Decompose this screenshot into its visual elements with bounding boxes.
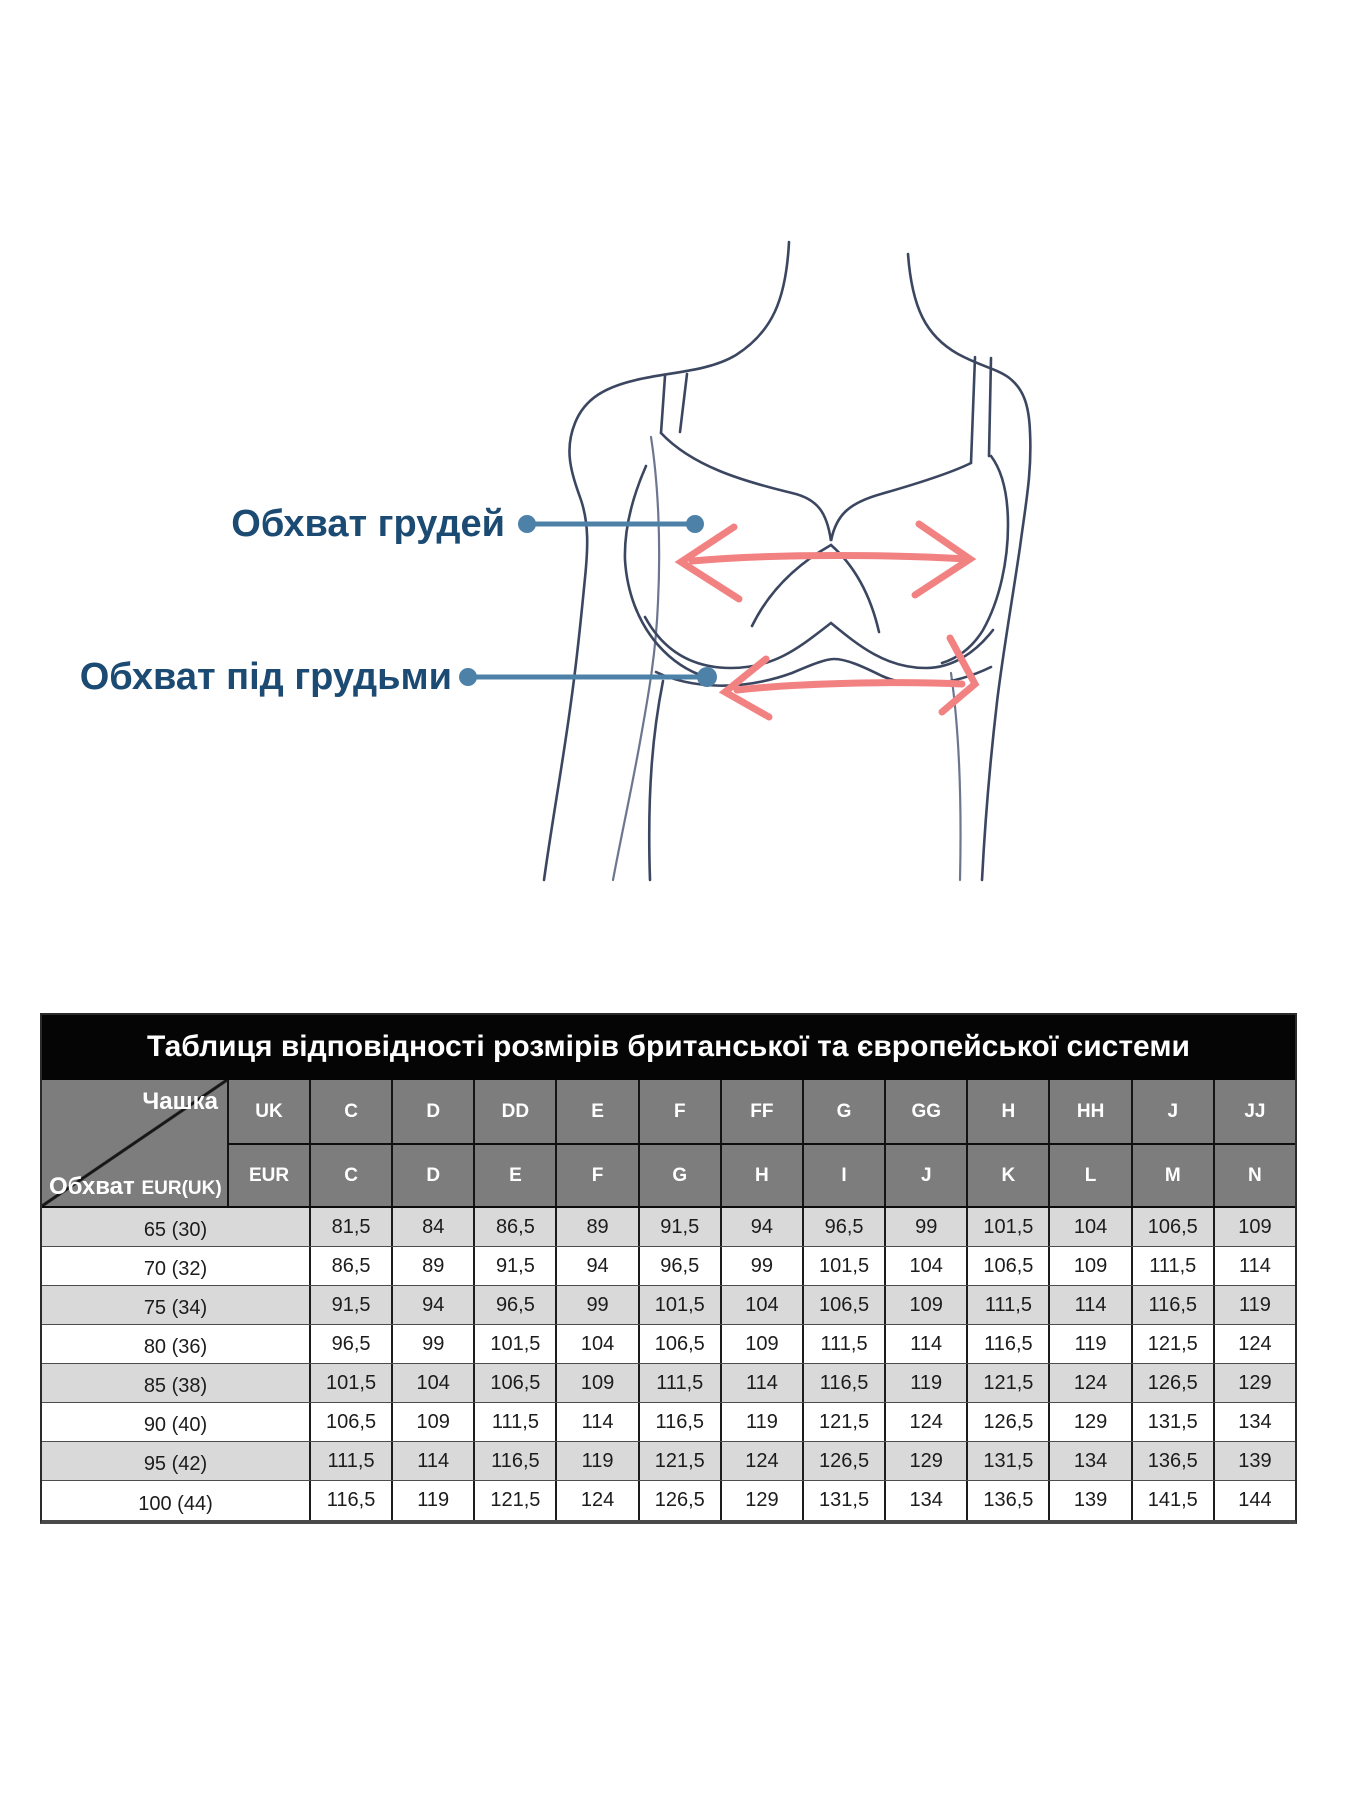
- size-value-cell: 121,5: [473, 1481, 555, 1520]
- table-row: [42, 1364, 1295, 1403]
- left-strap-line-inner: [680, 374, 687, 432]
- right-strap-line-outer: [971, 357, 975, 463]
- size-value-cell: 119: [1213, 1286, 1295, 1324]
- size-value-cell: 111,5: [1131, 1247, 1213, 1285]
- size-value-cell: 116,5: [638, 1403, 720, 1441]
- bust-label: Обхват грудей: [231, 503, 505, 545]
- size-value-cell: 136,5: [966, 1481, 1048, 1520]
- left-strap-line-outer: [661, 376, 665, 433]
- size-value-cell: 109: [555, 1364, 637, 1402]
- size-value-cell: 81,5: [309, 1208, 391, 1246]
- size-value-cell: 109: [884, 1286, 966, 1324]
- size-value-cell: 129: [720, 1481, 802, 1520]
- size-value-cell: 134: [1048, 1442, 1130, 1480]
- size-value-cell: 106,5: [638, 1325, 720, 1363]
- row-size-label: 95 (42): [143, 1453, 208, 1475]
- row-size-label: 100 (44): [138, 1493, 213, 1515]
- row-size-label: 90 (40): [143, 1414, 208, 1436]
- cups-bottom-line: [645, 617, 993, 668]
- size-value-cell: 91,5: [638, 1208, 720, 1246]
- table-row: [42, 1208, 1295, 1247]
- uk-cup-g-6: G: [802, 1080, 884, 1143]
- size-value-cell: 111,5: [638, 1364, 720, 1402]
- size-value-cell: 111,5: [966, 1286, 1048, 1324]
- size-value-cell: 91,5: [473, 1247, 555, 1285]
- right-strap-line-inner: [989, 358, 991, 456]
- table-row: [42, 1403, 1295, 1442]
- uk-cup-dd-2: DD: [473, 1080, 555, 1143]
- size-value-cell: 119: [1048, 1325, 1130, 1363]
- underbust-label: Обхват під грудьми: [79, 656, 452, 698]
- size-value-cell: 116,5: [473, 1442, 555, 1480]
- size-value-cell: 106,5: [309, 1403, 391, 1441]
- size-value-cell: 126,5: [802, 1442, 884, 1480]
- uk-cup-d-1: D: [391, 1080, 473, 1143]
- table-header: [42, 1080, 1295, 1208]
- size-value-cell: 131,5: [966, 1442, 1048, 1480]
- size-value-cell: 94: [391, 1286, 473, 1324]
- size-value-cell: 129: [884, 1442, 966, 1480]
- size-value-cell: 144: [1213, 1481, 1295, 1520]
- eur-cup-n-11: N: [1213, 1143, 1295, 1206]
- size-value-cell: 109: [1213, 1208, 1295, 1246]
- underbust-connector-dot-left: [459, 668, 477, 686]
- size-value-cell: 119: [555, 1442, 637, 1480]
- size-value-cell: 121,5: [638, 1442, 720, 1480]
- corner-girth-sub: EUR(UK): [141, 1178, 222, 1199]
- size-value-cell: 134: [884, 1481, 966, 1520]
- eur-cup-i-6: I: [802, 1143, 884, 1206]
- uk-cup-e-3: E: [555, 1080, 637, 1143]
- size-value-cell: 116,5: [309, 1481, 391, 1520]
- left-armpit-forearm-line: [613, 437, 659, 880]
- size-value-cell: 114: [1213, 1247, 1295, 1285]
- size-value-cell: 121,5: [966, 1364, 1048, 1402]
- size-value-cell: 124: [1048, 1364, 1130, 1402]
- table-row: [42, 1247, 1295, 1286]
- size-value-cell: 141,5: [1131, 1481, 1213, 1520]
- size-value-cell: 116,5: [966, 1325, 1048, 1363]
- row-size-label: 65 (30): [143, 1219, 208, 1241]
- size-value-cell: 101,5: [473, 1325, 555, 1363]
- size-value-cell: 119: [391, 1481, 473, 1520]
- size-value-cell: 101,5: [309, 1364, 391, 1402]
- size-value-cell: 119: [884, 1364, 966, 1402]
- uk-cup-gg-7: GG: [884, 1080, 966, 1143]
- size-value-cell: 114: [720, 1364, 802, 1402]
- row-size-label: 75 (34): [143, 1297, 208, 1319]
- uk-cup-jj-11: JJ: [1213, 1080, 1295, 1143]
- row-size-label: 85 (38): [143, 1375, 208, 1397]
- size-value-cell: 96,5: [473, 1286, 555, 1324]
- size-value-cell: 89: [391, 1247, 473, 1285]
- eur-cup-h-5: H: [720, 1143, 802, 1206]
- size-value-cell: 94: [555, 1247, 637, 1285]
- size-value-cell: 114: [391, 1442, 473, 1480]
- size-value-cell: 114: [555, 1403, 637, 1441]
- size-value-cell: 111,5: [473, 1403, 555, 1441]
- eur-cup-f-3: F: [555, 1143, 637, 1206]
- bust-arrow-shaft: [692, 556, 966, 562]
- size-value-cell: 126,5: [638, 1481, 720, 1520]
- uk-cup-j-10: J: [1131, 1080, 1213, 1143]
- eur-cup-k-8: K: [966, 1143, 1048, 1206]
- size-value-cell: 111,5: [802, 1325, 884, 1363]
- size-value-cell: 99: [884, 1208, 966, 1246]
- bust-connector-dot-left: [518, 515, 536, 533]
- size-value-cell: 124: [720, 1442, 802, 1480]
- size-value-cell: 124: [1213, 1325, 1295, 1363]
- size-value-cell: 121,5: [1131, 1325, 1213, 1363]
- size-value-cell: 136,5: [1131, 1442, 1213, 1480]
- size-value-cell: 99: [555, 1286, 637, 1324]
- corner-girth-label: Обхват EUR(UK): [49, 1173, 222, 1200]
- right-neck-shoulder-arm-line: [908, 254, 1030, 880]
- size-table: [40, 1013, 1297, 1524]
- size-value-cell: 109: [720, 1325, 802, 1363]
- size-value-cell: 116,5: [802, 1364, 884, 1402]
- underbust-arrow-shaft: [737, 683, 962, 690]
- size-value-cell: 104: [1048, 1208, 1130, 1246]
- size-value-cell: 106,5: [473, 1364, 555, 1402]
- uk-cup-h-8: H: [966, 1080, 1048, 1143]
- table-row: [42, 1286, 1295, 1325]
- size-value-cell: 134: [1213, 1403, 1295, 1441]
- size-value-cell: 131,5: [1131, 1403, 1213, 1441]
- eur-cup-d-1: D: [391, 1143, 473, 1206]
- size-value-cell: 86,5: [309, 1247, 391, 1285]
- size-value-cell: 96,5: [309, 1325, 391, 1363]
- uk-system-label: UK: [227, 1080, 309, 1143]
- left-waist-line: [649, 681, 663, 880]
- table-row: [42, 1325, 1295, 1364]
- size-value-cell: 106,5: [1131, 1208, 1213, 1246]
- table-title: Таблиця відповідності розмірів британської та європейської системи: [42, 1015, 1295, 1080]
- left-neck-shoulder-arm-line: [544, 242, 789, 880]
- uk-cup-c-0: C: [309, 1080, 391, 1143]
- size-value-cell: 116,5: [1131, 1286, 1213, 1324]
- table-body: [42, 1208, 1295, 1520]
- size-value-cell: 86,5: [473, 1208, 555, 1246]
- uk-cup-f-4: F: [638, 1080, 720, 1143]
- size-value-cell: 131,5: [802, 1481, 884, 1520]
- size-value-cell: 104: [884, 1247, 966, 1285]
- size-value-cell: 101,5: [638, 1286, 720, 1324]
- underbust-connector-dot-right: [697, 667, 717, 687]
- eur-cup-e-2: E: [473, 1143, 555, 1206]
- size-value-cell: 114: [1048, 1286, 1130, 1324]
- size-value-cell: 111,5: [309, 1442, 391, 1480]
- size-value-cell: 104: [720, 1286, 802, 1324]
- table-row: [42, 1442, 1295, 1481]
- size-value-cell: 96,5: [638, 1247, 720, 1285]
- size-value-cell: 121,5: [802, 1403, 884, 1441]
- size-value-cell: 84: [391, 1208, 473, 1246]
- uk-cup-hh-9: HH: [1048, 1080, 1130, 1143]
- size-value-cell: 124: [884, 1403, 966, 1441]
- size-value-cell: 104: [555, 1325, 637, 1363]
- corner-cup-label: Чашка: [142, 1088, 218, 1115]
- row-size-label: 80 (36): [143, 1336, 208, 1358]
- size-value-cell: 124: [555, 1481, 637, 1520]
- eur-cup-g-4: G: [638, 1143, 720, 1206]
- size-value-cell: 101,5: [966, 1208, 1048, 1246]
- eur-system-label: EUR: [227, 1143, 309, 1206]
- size-value-cell: 96,5: [802, 1208, 884, 1246]
- size-value-cell: 126,5: [1131, 1364, 1213, 1402]
- size-value-cell: 109: [1048, 1247, 1130, 1285]
- size-value-cell: 126,5: [966, 1403, 1048, 1441]
- size-value-cell: 101,5: [802, 1247, 884, 1285]
- eur-cup-j-7: J: [884, 1143, 966, 1206]
- size-value-cell: 99: [391, 1325, 473, 1363]
- bust-connector-dot-right: [686, 515, 704, 533]
- size-value-cell: 106,5: [966, 1247, 1048, 1285]
- size-value-cell: 129: [1213, 1364, 1295, 1402]
- size-value-cell: 99: [720, 1247, 802, 1285]
- eur-cup-m-10: M: [1131, 1143, 1213, 1206]
- size-value-cell: 139: [1048, 1481, 1130, 1520]
- eur-cup-c-0: C: [309, 1143, 391, 1206]
- size-value-cell: 109: [391, 1403, 473, 1441]
- size-value-cell: 114: [884, 1325, 966, 1363]
- size-value-cell: 94: [720, 1208, 802, 1246]
- eur-cup-l-9: L: [1048, 1143, 1130, 1206]
- row-size-label: 70 (32): [143, 1258, 208, 1280]
- size-value-cell: 91,5: [309, 1286, 391, 1324]
- size-value-cell: 129: [1048, 1403, 1130, 1441]
- corner-cell: [42, 1080, 227, 1206]
- underbust-arrow-right-head: [942, 638, 975, 712]
- uk-cup-ff-5: FF: [720, 1080, 802, 1143]
- size-value-cell: 119: [720, 1403, 802, 1441]
- size-value-cell: 106,5: [802, 1286, 884, 1324]
- size-value-cell: 89: [555, 1208, 637, 1246]
- table-row: [42, 1481, 1295, 1520]
- size-value-cell: 104: [391, 1364, 473, 1402]
- size-value-cell: 139: [1213, 1442, 1295, 1480]
